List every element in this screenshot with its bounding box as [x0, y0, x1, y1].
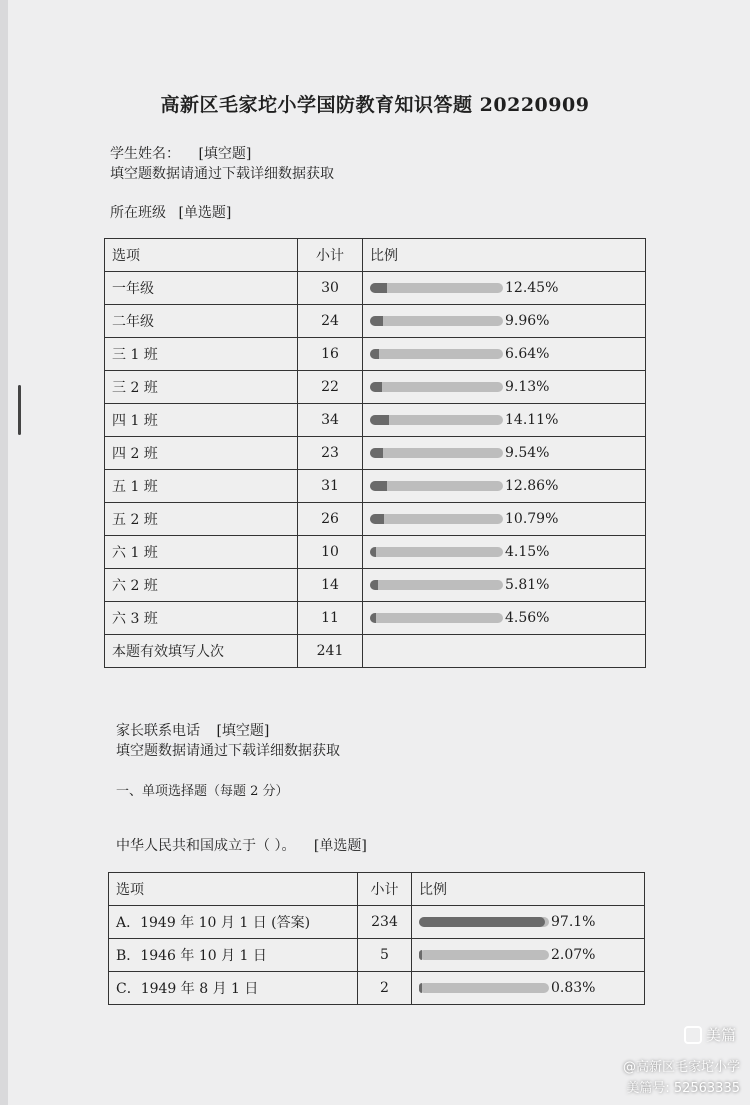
table-row: [105, 470, 646, 503]
ratio-bar: [370, 613, 503, 623]
table-row: [105, 404, 646, 437]
question-1-label: 中华人民共和国成立于（ ）。: [116, 838, 296, 854]
staple: [18, 385, 21, 435]
ratio-bar: [370, 547, 503, 557]
ratio-bar: [419, 917, 549, 927]
question-1-table: [108, 872, 645, 1005]
ratio-cell: [363, 503, 646, 536]
question-1: [116, 835, 367, 855]
ratio-bar: [419, 950, 549, 960]
ratio-bar: [370, 580, 503, 590]
table-header-row: [109, 873, 645, 906]
option-cell: 四 1 班: [105, 404, 298, 437]
ratio-bar: [370, 415, 503, 425]
ratio-cell: [363, 338, 646, 371]
ratio-percent: 10.79%: [505, 511, 559, 527]
count-cell: 10: [298, 536, 363, 569]
ratio-bar-fill: [419, 983, 422, 993]
ratio-cell: [363, 569, 646, 602]
table-row: [105, 272, 646, 305]
author-watermark: @高新区毛家坨小学: [622, 1060, 740, 1075]
ratio-bar-fill: [370, 547, 376, 557]
ratio-percent: 9.54%: [505, 445, 550, 461]
ratio-cell: [363, 305, 646, 338]
count-cell: 26: [298, 503, 363, 536]
ratio-bar-fill: [419, 950, 422, 960]
ratio-bar: [419, 983, 549, 993]
option-cell: 六 1 班: [105, 536, 298, 569]
count-cell: 31: [298, 470, 363, 503]
table-row: [105, 305, 646, 338]
ratio-percent: 0.83%: [551, 980, 596, 996]
count-cell: 16: [298, 338, 363, 371]
option-cell: 五 1 班: [105, 470, 298, 503]
column-header: 比例: [363, 239, 646, 272]
ratio-cell: [412, 939, 645, 972]
ratio-bar: [370, 349, 503, 359]
ratio-bar: [370, 316, 503, 326]
ratio-bar: [370, 283, 503, 293]
ratio-bar-fill: [370, 481, 387, 491]
ratio-bar-fill: [370, 316, 383, 326]
ratio-percent: 9.13%: [505, 379, 550, 395]
ratio-percent: 4.56%: [505, 610, 550, 626]
table-row: [109, 906, 645, 939]
question-phone-label: 家长联系电话: [116, 723, 200, 739]
ratio-bar: [370, 448, 503, 458]
count-cell: 22: [298, 371, 363, 404]
ratio-bar-fill: [370, 283, 387, 293]
column-header: 小计: [298, 239, 363, 272]
column-header: 选项: [105, 239, 298, 272]
count-cell: 24: [298, 305, 363, 338]
column-header: 选项: [109, 873, 358, 906]
count-cell: 234: [358, 906, 412, 939]
ratio-cell: [412, 972, 645, 1005]
ratio-cell: [363, 437, 646, 470]
count-cell: 5: [358, 939, 412, 972]
table-header-row: [105, 239, 646, 272]
question-phone-note: 填空题数据请通过下载详细数据获取: [116, 743, 340, 759]
count-cell: 14: [298, 569, 363, 602]
ratio-cell: [363, 536, 646, 569]
table-row: [105, 371, 646, 404]
brand-name: 美篇: [705, 1026, 736, 1044]
table-row: [105, 536, 646, 569]
option-cell: 二年级: [105, 305, 298, 338]
count-cell: 23: [298, 437, 363, 470]
table-row: [109, 939, 645, 972]
ratio-percent: 6.64%: [505, 346, 550, 362]
total-row: [105, 635, 646, 668]
option-cell: A．1949 年 10 月 1 日 (答案): [109, 906, 358, 939]
option-cell: 三 2 班: [105, 371, 298, 404]
question-name-note: 填空题数据请通过下载详细数据获取: [110, 166, 334, 182]
option-cell: 六 3 班: [105, 602, 298, 635]
brand-watermark: [684, 1024, 736, 1045]
question-class: [110, 202, 231, 222]
question-name: [110, 143, 251, 163]
ratio-percent: 12.86%: [505, 478, 559, 494]
table-row: [105, 338, 646, 371]
table-row: [105, 569, 646, 602]
ratio-percent: 97.1%: [551, 914, 596, 930]
table-row: [109, 972, 645, 1005]
ratio-percent: 12.45%: [505, 280, 559, 296]
question-phone-type: [填空题]: [216, 723, 270, 739]
ratio-bar-fill: [370, 415, 389, 425]
ratio-bar-fill: [370, 349, 379, 359]
ratio-percent: 2.07%: [551, 947, 596, 963]
ratio-percent: 14.11%: [505, 412, 559, 428]
question-1-type: [单选题]: [313, 838, 367, 854]
ratio-cell: [363, 602, 646, 635]
meipian-logo-icon: [684, 1026, 702, 1044]
option-cell: 六 2 班: [105, 569, 298, 602]
question-name-type: [填空题]: [198, 146, 252, 162]
option-cell: 四 2 班: [105, 437, 298, 470]
ratio-bar-fill: [370, 580, 378, 590]
count-cell: 30: [298, 272, 363, 305]
ratio-cell: [363, 371, 646, 404]
ratio-cell: [363, 404, 646, 437]
total-empty-cell: [363, 635, 646, 668]
question-name-label: 学生姓名：: [110, 146, 180, 162]
id-watermark: 美篇号: 52563335: [626, 1081, 740, 1096]
ratio-cell: [363, 272, 646, 305]
table-row: [105, 437, 646, 470]
column-header: 比例: [412, 873, 645, 906]
ratio-bar-fill: [370, 613, 376, 623]
ratio-percent: 4.15%: [505, 544, 550, 560]
ratio-bar-fill: [419, 917, 545, 927]
ratio-bar: [370, 514, 503, 524]
ratio-percent: 5.81%: [505, 577, 550, 593]
option-cell: 三 1 班: [105, 338, 298, 371]
page-title: 高新区毛家坨小学国防教育知识答题 20220909: [160, 94, 590, 116]
option-cell: 一年级: [105, 272, 298, 305]
option-cell: 五 2 班: [105, 503, 298, 536]
table-row: [105, 602, 646, 635]
table-row: [105, 503, 646, 536]
count-cell: 11: [298, 602, 363, 635]
ratio-cell: [412, 906, 645, 939]
total-label: 本题有效填写人次: [105, 635, 298, 668]
question-class-label: 所在班级: [110, 205, 166, 221]
section-heading: 一、单项选择题（每题 2 分）: [116, 784, 289, 799]
class-table: [104, 238, 646, 668]
option-cell: C．1949 年 8 月 1 日: [109, 972, 358, 1005]
ratio-cell: [363, 470, 646, 503]
ratio-bar: [370, 481, 503, 491]
count-cell: 34: [298, 404, 363, 437]
ratio-bar-fill: [370, 448, 383, 458]
ratio-percent: 9.96%: [505, 313, 550, 329]
question-phone: [116, 720, 269, 740]
total-count: 241: [298, 635, 363, 668]
question-class-type: [单选题]: [178, 205, 232, 221]
count-cell: 2: [358, 972, 412, 1005]
option-cell: B．1946 年 10 月 1 日: [109, 939, 358, 972]
ratio-bar: [370, 382, 503, 392]
ratio-bar-fill: [370, 514, 384, 524]
ratio-bar-fill: [370, 382, 382, 392]
column-header: 小计: [358, 873, 412, 906]
